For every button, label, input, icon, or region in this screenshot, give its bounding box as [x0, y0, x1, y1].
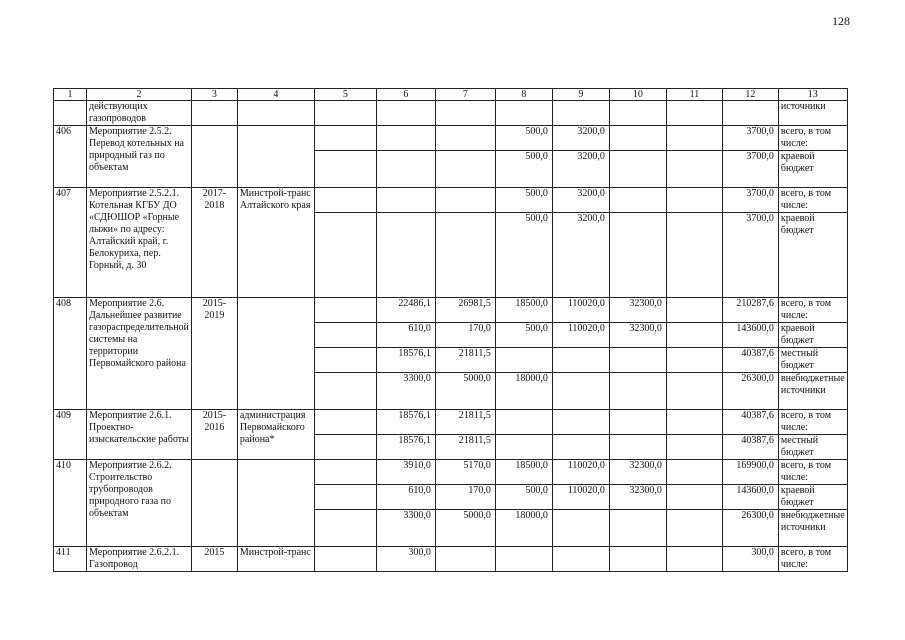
- executor-cell: администрация Первомайского района*: [237, 410, 314, 460]
- years-cell: 2017-2018: [191, 188, 237, 298]
- value-cell: 110020,0: [552, 298, 609, 323]
- funding-source: краевой бюджет: [778, 151, 847, 188]
- header-cell: 5: [314, 89, 376, 101]
- table-row: [54, 101, 848, 126]
- value-cell: 18500,0: [495, 298, 552, 323]
- header-cell: 12: [722, 89, 778, 101]
- activity-name: Мероприятие 2.6.2.1. Газопровод: [87, 547, 192, 572]
- value-cell: 500,0: [495, 485, 552, 510]
- header-cell: 7: [435, 89, 495, 101]
- years-cell: 2015: [191, 547, 237, 572]
- header-cell: 9: [552, 89, 609, 101]
- row-number: 406: [54, 126, 87, 188]
- activity-name: Мероприятие 2.5.2. Перевод котельных на природный газ по объектам: [87, 126, 192, 188]
- value-cell: 3300,0: [376, 510, 435, 547]
- total-cell: 26300,0: [722, 510, 778, 547]
- value-cell: 18576,1: [376, 348, 435, 373]
- value-cell: 5000,0: [435, 373, 495, 410]
- value-cell: 3300,0: [376, 373, 435, 410]
- funding-source: местный бюджет: [778, 435, 847, 460]
- value-cell: 3910,0: [376, 460, 435, 485]
- activity-name: действующих газопроводов: [87, 101, 192, 126]
- funding-source: источники: [778, 101, 847, 126]
- funding-source: всего, в том числе:: [778, 547, 847, 572]
- funding-source: всего, в том числе:: [778, 298, 847, 323]
- funding-source: местный бюджет: [778, 348, 847, 373]
- value-cell: 110020,0: [552, 485, 609, 510]
- value-cell: 170,0: [435, 323, 495, 348]
- value-cell: 500,0: [495, 126, 552, 151]
- total-cell: 210287,6: [722, 298, 778, 323]
- funding-source: краевой бюджет: [778, 485, 847, 510]
- row-number: 411: [54, 547, 87, 572]
- executor-cell: Минстрой-транс: [237, 547, 314, 572]
- value-cell: 3200,0: [552, 213, 609, 298]
- row-number: 410: [54, 460, 87, 547]
- value-cell: 18000,0: [495, 510, 552, 547]
- value-cell: 32300,0: [609, 323, 666, 348]
- total-cell: 40387,6: [722, 435, 778, 460]
- activity-name: Мероприятие 2.6.1. Проектно-изыскательские работы: [87, 410, 192, 460]
- funding-source: всего, в том числе:: [778, 410, 847, 435]
- value-cell: 3200,0: [552, 188, 609, 213]
- header-cell: 10: [609, 89, 666, 101]
- total-cell: 3700,0: [722, 151, 778, 188]
- value-cell: 170,0: [435, 485, 495, 510]
- total-cell: 3700,0: [722, 188, 778, 213]
- executor-cell: Минстрой-транс Алтайского края: [237, 188, 314, 298]
- header-cell: 1: [54, 89, 87, 101]
- total-cell: 3700,0: [722, 213, 778, 298]
- funding-source: всего, в том числе:: [778, 126, 847, 151]
- activity-name: Мероприятие 2.5.2.1. Котельная КГБУ ДО «СДЮШОР «Горные лыжи» по адресу: Алтайский край, г. Белокуриха, пер. Горный, д. 30: [87, 188, 192, 298]
- header-cell: 13: [778, 89, 847, 101]
- value-cell: 3200,0: [552, 151, 609, 188]
- header-row: [54, 89, 848, 101]
- funding-source: внебюджетные источники: [778, 510, 847, 547]
- value-cell: 18500,0: [495, 460, 552, 485]
- total-cell: 169900,0: [722, 460, 778, 485]
- total-cell: 143600,0: [722, 485, 778, 510]
- total-cell: 143600,0: [722, 323, 778, 348]
- value-cell: 500,0: [495, 213, 552, 298]
- activity-name: Мероприятие 2.6. Дальнейшее развитие газораспределительной системы на территории Первомайского района: [87, 298, 192, 410]
- value-cell: 18576,1: [376, 435, 435, 460]
- header-cell: 4: [237, 89, 314, 101]
- value-cell: 32300,0: [609, 298, 666, 323]
- table-row: [54, 188, 848, 213]
- row-number: 407: [54, 188, 87, 298]
- value-cell: 21811,5: [435, 348, 495, 373]
- value-cell: 610,0: [376, 485, 435, 510]
- value-cell: 21811,5: [435, 410, 495, 435]
- value-cell: 26981,5: [435, 298, 495, 323]
- activity-name: Мероприятие 2.6.2. Строительство трубопроводов природного газа по объектам: [87, 460, 192, 547]
- value-cell: 500,0: [495, 188, 552, 213]
- page-number: 128: [832, 14, 850, 28]
- table-row: [54, 460, 848, 485]
- budget-table: [53, 88, 848, 572]
- table-row: [54, 410, 848, 435]
- header-cell: 8: [495, 89, 552, 101]
- table-row: [54, 298, 848, 323]
- funding-source: всего, в том числе:: [778, 188, 847, 213]
- value-cell: 21811,5: [435, 435, 495, 460]
- total-cell: 3700,0: [722, 126, 778, 151]
- years-cell: 2015-2019: [191, 298, 237, 410]
- header-cell: 11: [666, 89, 722, 101]
- value-cell: 3200,0: [552, 126, 609, 151]
- header-cell: 3: [191, 89, 237, 101]
- value-cell: 18576,1: [376, 410, 435, 435]
- years-cell: 2015-2016: [191, 410, 237, 460]
- total-cell: 40387,6: [722, 348, 778, 373]
- value-cell: 110020,0: [552, 323, 609, 348]
- header-cell: 6: [376, 89, 435, 101]
- value-cell: 610,0: [376, 323, 435, 348]
- value-cell: 110020,0: [552, 460, 609, 485]
- table-row: [54, 547, 848, 572]
- funding-source: краевой бюджет: [778, 323, 847, 348]
- value-cell: 300,0: [376, 547, 435, 572]
- total-cell: 40387,6: [722, 410, 778, 435]
- row-number: 409: [54, 410, 87, 460]
- table-row: [54, 126, 848, 151]
- value-cell: 32300,0: [609, 485, 666, 510]
- funding-source: всего, в том числе:: [778, 460, 847, 485]
- total-cell: 300,0: [722, 547, 778, 572]
- funding-source: внебюджетные источники: [778, 373, 847, 410]
- total-cell: 26300,0: [722, 373, 778, 410]
- funding-source: краевой бюджет: [778, 213, 847, 298]
- row-number: 408: [54, 298, 87, 410]
- value-cell: 5000,0: [435, 510, 495, 547]
- value-cell: 5170,0: [435, 460, 495, 485]
- value-cell: 500,0: [495, 151, 552, 188]
- header-cell: 2: [87, 89, 192, 101]
- value-cell: 18000,0: [495, 373, 552, 410]
- value-cell: 22486,1: [376, 298, 435, 323]
- value-cell: 500,0: [495, 323, 552, 348]
- value-cell: 32300,0: [609, 460, 666, 485]
